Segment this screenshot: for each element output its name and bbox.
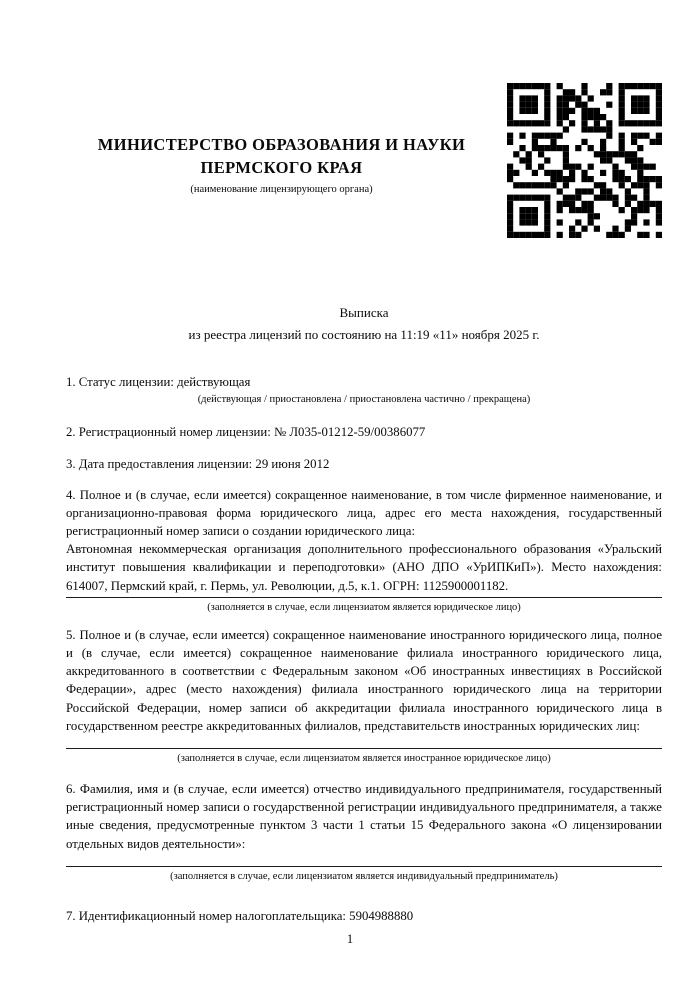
- document-title: [66, 302, 662, 346]
- title-line2: из реестра лицензий по состоянию на 11:19 «11» ноября 2025 г.: [188, 327, 540, 342]
- license-status-text: 1. Статус лицензии: действующая: [66, 375, 251, 389]
- section-inn: [66, 907, 662, 925]
- authority-name-caption: (наименование лицензирующего органа): [190, 184, 373, 195]
- registration-number-text: 2. Регистрационный номер лицензии: № Л035-01212-59/00386077: [66, 425, 426, 440]
- document-header: [66, 83, 662, 240]
- foreign-entity-label: 5. Полное и (в случае, если имеется) сокращенное наименование иностранного юридического лица, полное и (в случае, если имеется) сокращенное наименование филиала иностранного юридического лица, аккредитованного в соответствии с Федеральным законом «Об иностранных инвестициях в Российской Федерации», адрес (место нахождения) филиала иностранного юридического лица на территории Российской Федерации, номер записи об аккредитации филиала иностранного юридического лица в государственном реестре аккредитованных филиалов, представительств иностранных юридических лиц:: [66, 627, 662, 733]
- inn-text: 7. Идентификационный номер налогоплательщика: 5904988880: [66, 908, 414, 923]
- individual-caption: (заполняется в случае, если лицензиатом является индивидуальный предприниматель): [170, 870, 558, 882]
- foreign-entity-caption: (заполняется в случае, если лицензиатом является иностранное юридическое лицо): [177, 753, 551, 765]
- section-individual-entrepreneur: [66, 780, 662, 883]
- licensing-authority-block: [66, 83, 507, 196]
- fill-line: [66, 748, 662, 749]
- license-status-caption: (действующая / приостановлена / приостановлена частично / прекращена): [197, 394, 531, 406]
- section-foreign-entity: [66, 626, 662, 765]
- authority-name-line1: МИНИСТЕРСТВО ОБРАЗОВАНИЯ И НАУКИ: [97, 135, 466, 154]
- legal-entity-label: 4. Полное и (в случае, если имеется) сокращенное наименование, в том числе фирменное наименование, и организационно-правовая форма юридического лица, адрес его места нахождения, государственный регистрационный номер записи о создании юридического лица:: [66, 487, 662, 539]
- authority-name-line2: ПЕРМСКОГО КРАЯ: [200, 158, 363, 177]
- title-line1: Выписка: [339, 305, 389, 320]
- section-grant-date: [66, 455, 662, 473]
- page-number: 1: [346, 932, 354, 946]
- fill-line: [66, 597, 662, 598]
- legal-entity-caption: (заполняется в случае, если лицензиатом является юридическое лицо): [207, 601, 521, 613]
- section-registration-number: [66, 423, 662, 441]
- section-license-status: [66, 373, 662, 406]
- individual-label: 6. Фамилия, имя и (в случае, если имеется) отчество индивидуального предпринимателя, государственный регистрационный номер записи о государственной регистрации индивидуального предпринимателя, а также иные сведения, предусмотренные пунктом 3 части 1 статьи 15 Федерального закона «О лицензировании отдельных видов деятельности»:: [66, 782, 662, 851]
- fill-line: [66, 866, 662, 867]
- legal-entity-value: Автономная некоммерческая организация дополнительного профессионального образования «Уральский институт повышения квалификации и переподготовки» (АНО ДПО «УрИПКиП»). Место нахождения: 614007, Пермский край, г. Пермь, ул. Революции, д.5, к.1. ОГРН: 1125900001182.: [66, 542, 662, 593]
- section-legal-entity: [66, 486, 662, 614]
- grant-date-text: 3. Дата предоставления лицензии: 29 июня 2012: [66, 457, 330, 472]
- qr-code-icon: [507, 83, 662, 240]
